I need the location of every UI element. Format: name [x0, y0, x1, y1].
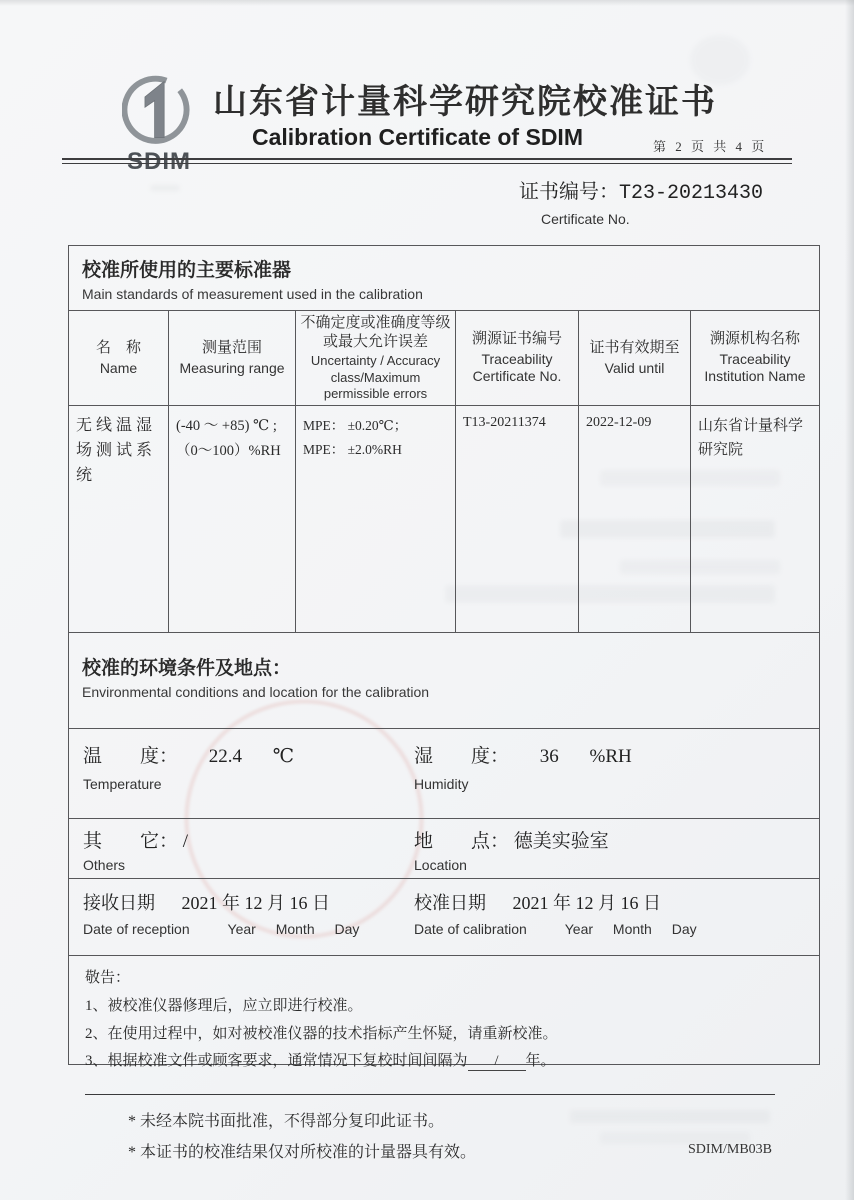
temp-humidity-row [69, 729, 819, 819]
others-location-row [69, 819, 819, 879]
others-label-cn: 其 它： [83, 831, 179, 852]
sdim-emblem-icon [122, 74, 196, 148]
temperature-value: 22.4 [208, 746, 243, 767]
standards-title-en: Main standards of measurement used in the calibration [82, 286, 423, 302]
notice-item-2: 2、在使用过程中，如对被校准仪器的技术指标产生怀疑，请重新校准。 [85, 1025, 558, 1042]
notice-item-1: 1、被校准仪器修理后，应立即进行校准。 [85, 997, 363, 1014]
column-header-name: 名 称 Name [69, 311, 169, 405]
temperature-label-en: Temperature [83, 776, 162, 792]
certificate-number [519, 175, 763, 205]
traceability-institution: 山东省计量科学研究院 [698, 418, 804, 458]
column-header-valid-until: 证书有效期至 Valid until [579, 311, 691, 405]
humidity-label-en: Humidity [414, 776, 469, 792]
others-value: / [182, 831, 189, 852]
scan-edge-top [0, 0, 854, 6]
form-code: SDIM/MB03B [688, 1142, 773, 1157]
calibration-date-field [414, 889, 697, 937]
humidity-value: 36 [539, 746, 559, 767]
column-header-uncertainty: 不确定度或准确度等级或最大允许误差 Uncertainty / Accuracy class/Maximum permissible errors [296, 311, 456, 405]
footer-note-1: * 未经本院书面批准，不得部分复印此证书。 [128, 1113, 445, 1130]
location-label-cn: 地 点： [414, 831, 510, 852]
calibration-date-label-en: Date of calibration [414, 921, 527, 937]
others-field [83, 826, 188, 873]
temperature-field [83, 741, 294, 792]
temperature-unit: ℃ [272, 746, 295, 767]
footer-notes [128, 1106, 476, 1168]
standard-name: 无线温湿场测试系统 [69, 406, 169, 632]
calibration-date-units: Year Month Day [564, 921, 697, 937]
recalibration-interval-value: / [468, 1053, 526, 1071]
location-label-en: Location [414, 857, 467, 873]
traceability-certificate-no: T13-20211374 [456, 406, 579, 632]
humidity-unit: %RH [589, 746, 632, 767]
column-header-range: 测量范围 Measuring range [169, 311, 296, 405]
reception-date-field [83, 889, 359, 937]
reception-date-units: Year Month Day [227, 921, 360, 937]
standards-table-header [69, 311, 819, 406]
notice-title: 敬告： [85, 970, 131, 986]
humidity-label-cn: 湿 度： [414, 746, 510, 767]
notice-section [69, 956, 819, 1085]
certificate-title-cn: 山东省计量科学研究院校准证书 [213, 84, 717, 121]
location-field [414, 826, 609, 873]
scan-edge-right [845, 0, 854, 1200]
certificate-title-en: Calibration Certificate of SDIM [252, 124, 583, 150]
header-divider [62, 158, 792, 164]
environment-section-title [69, 633, 819, 729]
page-number: 第 2 页 共 4 页 [653, 139, 768, 154]
bleed-artifact [690, 35, 750, 85]
calibration-date-label-cn: 校准日期 [414, 893, 486, 913]
column-header-institution: 溯源机构名称 Traceability Institution Name [704, 330, 806, 385]
calibration-date-value: 2021 年 12 月 16 日 [512, 893, 661, 913]
standards-table-row [69, 406, 819, 633]
measuring-range: (-40 ～ +85) ℃ ; （0～100）%RH [169, 406, 296, 632]
reception-date-value: 2021 年 12 月 16 日 [181, 893, 330, 913]
dates-row [69, 879, 819, 956]
reception-date-label-en: Date of reception [83, 921, 190, 937]
certificate-number-label: 证书编号： [519, 181, 619, 203]
certificate-body [68, 245, 820, 1070]
bleed-artifact [570, 1110, 770, 1123]
environment-title-cn: 校准的环境条件及地点： [82, 658, 292, 679]
sdim-logo-text: SDIM [127, 148, 191, 175]
temperature-label-cn: 温 度： [83, 746, 179, 767]
mpe-values: MPE： ±0.20℃； MPE： ±2.0%RH [296, 406, 456, 632]
environment-title-en: Environmental conditions and location for the calibration [82, 684, 430, 700]
certificate-number-label-en: Certificate No. [541, 211, 630, 227]
standards-section-title [69, 246, 819, 311]
valid-until-date: 2022-12-09 [579, 406, 691, 632]
column-header-traceability-no: 溯源证书编号 Traceability Certificate No. [456, 311, 579, 405]
footer-note-2: * 本证书的校准结果仅对所校准的计量器具有效。 [128, 1144, 477, 1162]
certificate-number-value: T23-20213430 [619, 182, 764, 205]
others-label-en: Others [83, 857, 126, 873]
location-value: 德美实验室 [513, 831, 609, 852]
footer-divider [85, 1094, 775, 1095]
bleed-artifact [150, 185, 180, 191]
standards-title-cn: 校准所使用的主要标准器 [82, 260, 292, 281]
notice-item-3: 3、根据校准文件或顾客要求，通常情况下复校时间间隔为 / 年。 [85, 1053, 556, 1070]
reception-date-label-cn: 接收日期 [83, 893, 155, 913]
humidity-field [414, 741, 632, 792]
